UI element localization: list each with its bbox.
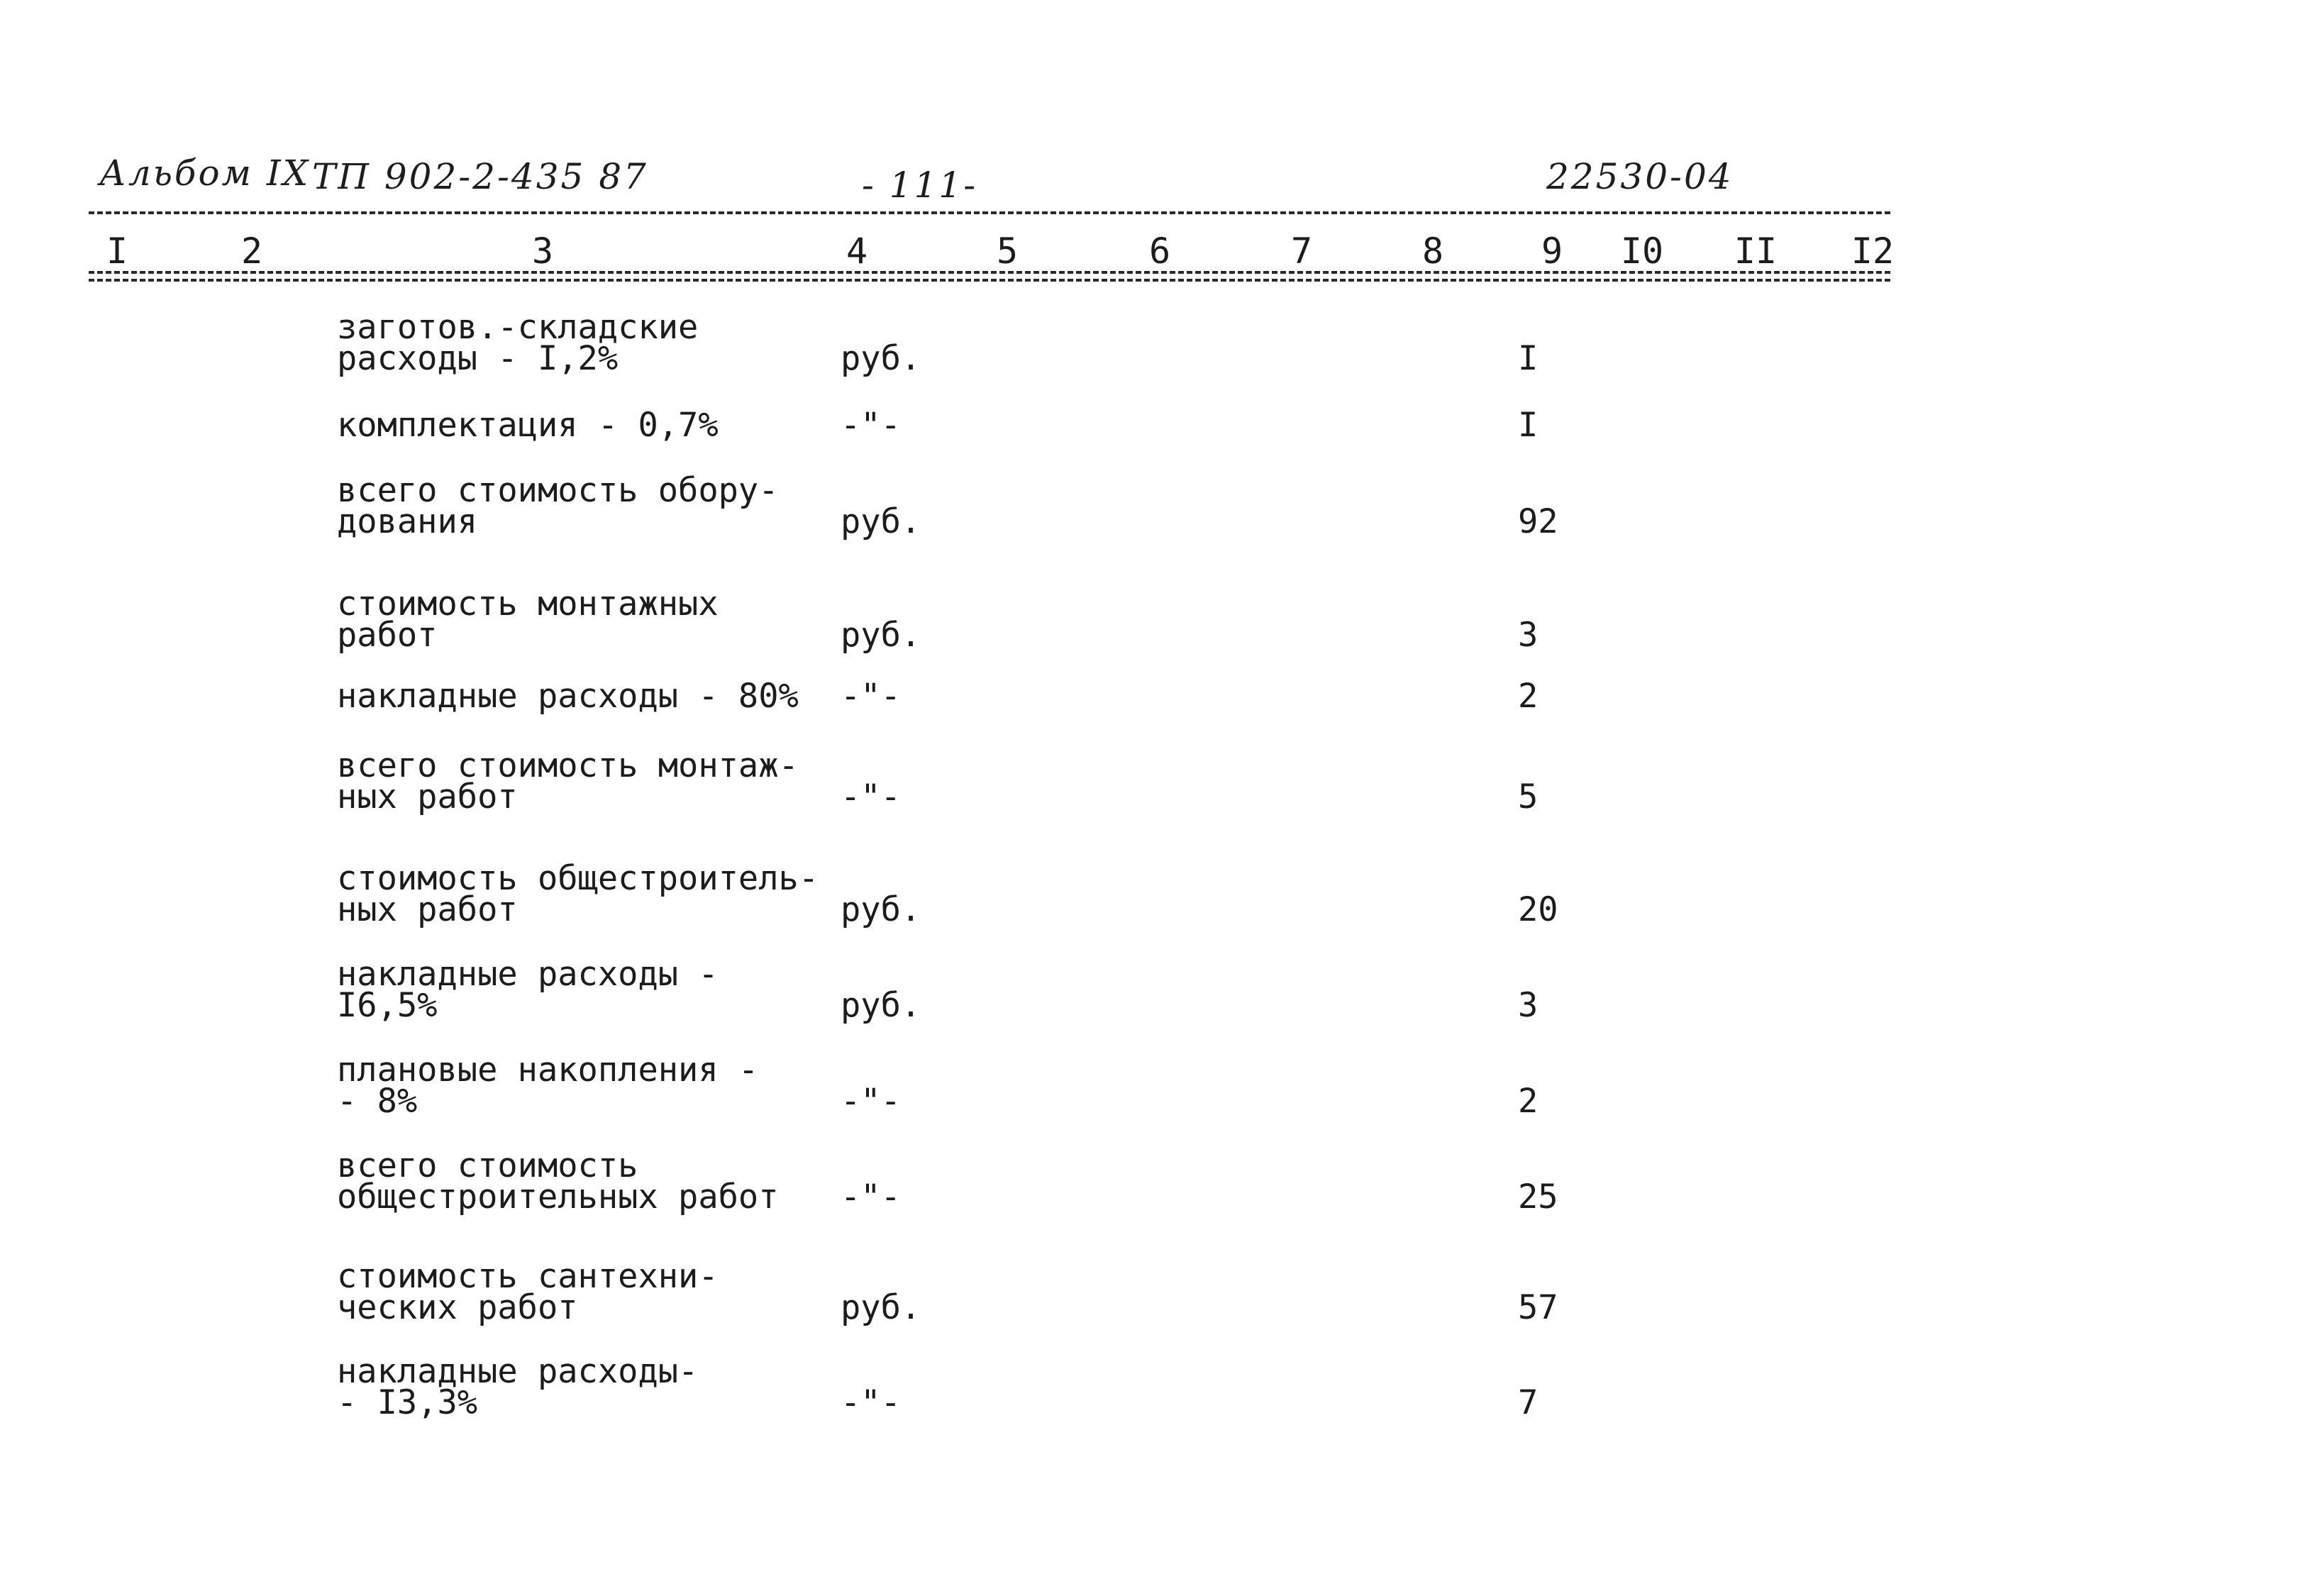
row-description: комплектация - 0,7%	[337, 406, 719, 445]
column-number-6: 6	[1148, 231, 1171, 272]
column-number-5: 5	[996, 231, 1019, 272]
row-description: стоимость общестроитель- ных работ	[337, 859, 819, 929]
row-description: плановые накопления - - 8%	[337, 1051, 759, 1121]
column-divider-top	[89, 271, 1890, 274]
column-number-3: 3	[531, 231, 554, 272]
column-number-1: I	[106, 231, 128, 272]
row-unit: руб.	[841, 986, 921, 1025]
row-value: 2	[1518, 677, 1539, 716]
column-number-9: 9	[1541, 231, 1563, 272]
row-unit: -"-	[841, 1383, 901, 1422]
row-unit: руб.	[841, 616, 921, 655]
column-number-12: I2	[1851, 231, 1895, 272]
row-unit: руб.	[841, 890, 921, 929]
row-value: 7	[1518, 1383, 1539, 1422]
row-unit: руб.	[841, 1288, 921, 1327]
row-description: накладные расходы- - I3,3%	[337, 1352, 699, 1422]
row-value: 25	[1518, 1177, 1558, 1217]
column-number-7: 7	[1290, 231, 1313, 272]
row-unit: руб.	[841, 339, 921, 378]
column-number-11: II	[1734, 231, 1778, 272]
project-code: ТП 902-2-435 87	[312, 156, 648, 197]
row-value: I	[1518, 406, 1539, 445]
row-value: 57	[1518, 1288, 1558, 1327]
row-description: стоимость сантехни- ческих работ	[337, 1257, 719, 1327]
album-label: Альбом IX	[99, 153, 311, 194]
row-description: заготов.-складские расходы - I,2%	[337, 308, 699, 378]
row-value: 20	[1518, 890, 1558, 929]
row-unit: -"-	[841, 677, 901, 716]
row-value: 3	[1518, 616, 1539, 655]
column-divider-bottom	[89, 279, 1890, 282]
header-divider	[89, 211, 1890, 214]
row-description: всего стоимость монтаж- ных работ	[337, 746, 799, 816]
row-description: всего стоимость обору- дования	[337, 471, 779, 541]
row-unit: -"-	[841, 1177, 901, 1217]
row-unit: -"-	[841, 1082, 901, 1121]
row-value: I	[1518, 339, 1539, 378]
row-description: стоимость монтажных работ	[337, 584, 719, 655]
column-number-4: 4	[846, 231, 868, 272]
row-description: накладные расходы - 80%	[337, 677, 799, 716]
document-code: 22530-04	[1546, 156, 1734, 197]
row-unit: -"-	[841, 777, 901, 816]
row-description: всего стоимость общестроительных работ	[337, 1146, 779, 1217]
column-number-10: I0	[1620, 231, 1664, 272]
row-unit: -"-	[841, 406, 901, 445]
row-value: 5	[1518, 777, 1539, 816]
row-description: накладные расходы - I6,5%	[337, 955, 719, 1025]
column-number-8: 8	[1421, 231, 1444, 272]
row-unit: руб.	[841, 502, 921, 541]
row-value: 92	[1518, 502, 1558, 541]
row-value: 2	[1518, 1082, 1539, 1121]
column-number-2: 2	[240, 231, 263, 272]
page-number: - 111-	[862, 165, 978, 206]
row-value: 3	[1518, 986, 1539, 1025]
